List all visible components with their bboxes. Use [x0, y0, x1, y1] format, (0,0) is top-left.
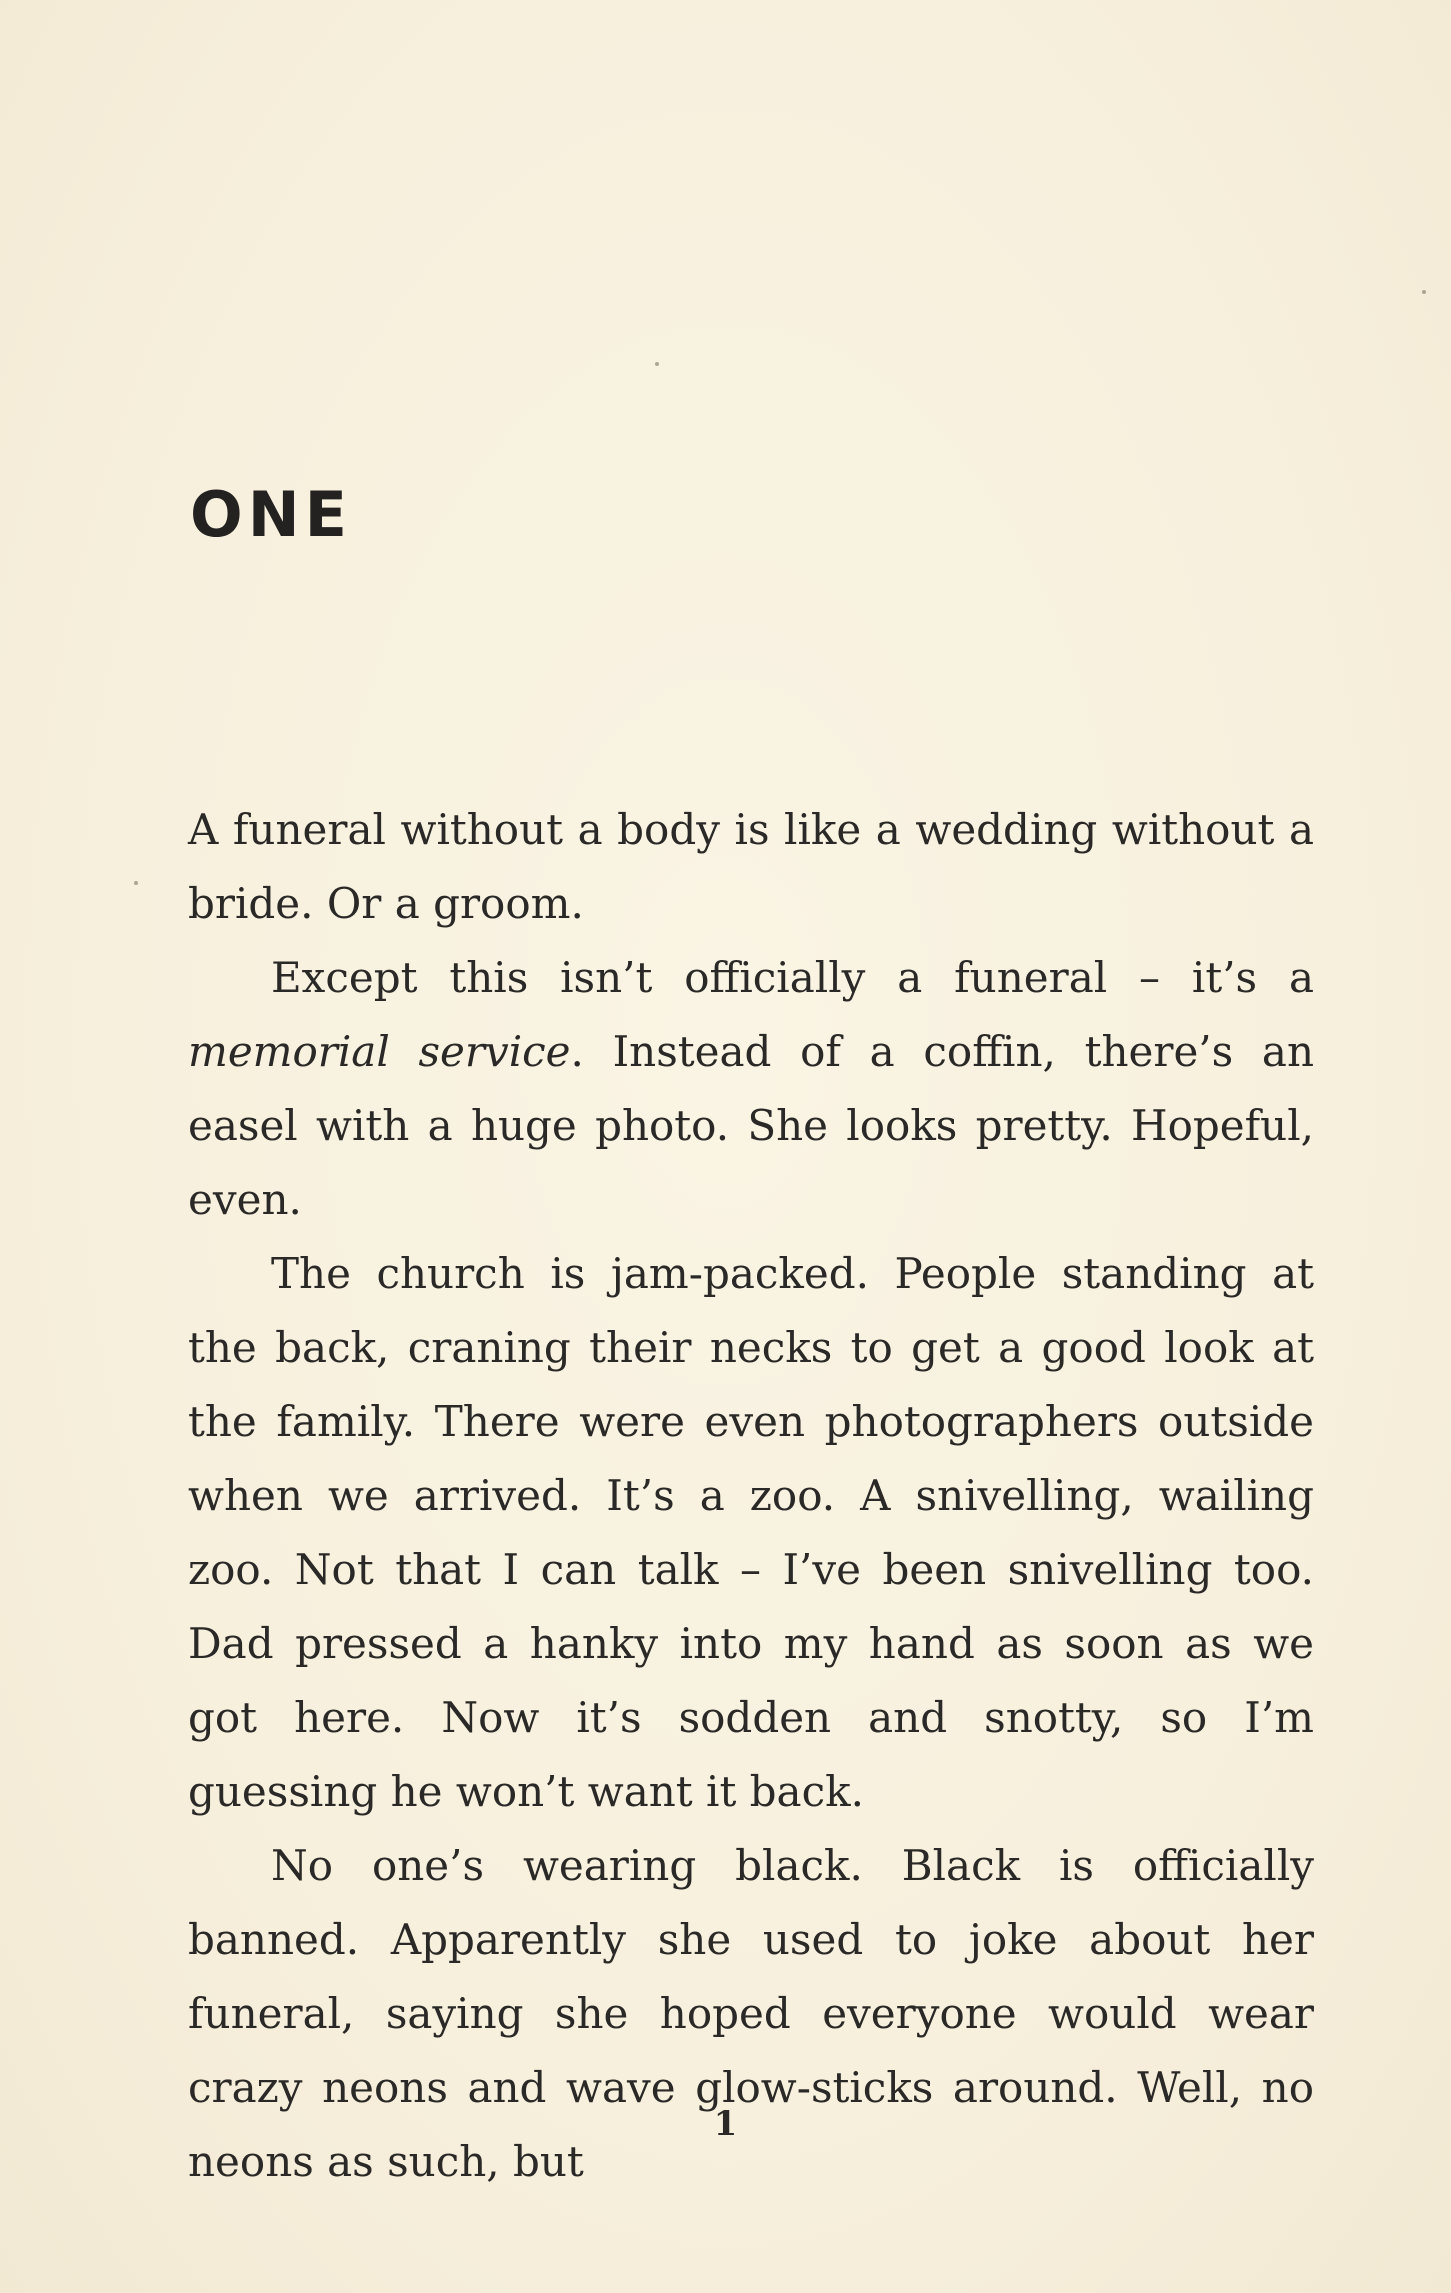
- paper-speck: [1422, 290, 1426, 294]
- page-number: 1: [713, 2104, 738, 2144]
- paper-speck: [134, 881, 138, 885]
- paragraph: [188, 941, 1314, 1237]
- chapter-body-text: [188, 793, 1314, 2199]
- text-segment: . Instead of a coffin, there’s an easel with a huge photo. She looks pretty. Hopeful, even.: [188, 1027, 1315, 1224]
- text-segment: No one’s wearing black. Black is officially banned. Apparently she used to joke about her funeral, saying she hoped everyone would wear crazy neons and wave glow-sticks around. Well, no neons as such, but: [188, 1841, 1314, 2186]
- text-segment: A funeral without a body is like a wedding without a bride. Or a groom.: [188, 805, 1314, 928]
- paragraph: [188, 1237, 1314, 1829]
- paper-speck: [655, 362, 659, 366]
- paragraph: [188, 793, 1314, 941]
- chapter-heading: ONE: [190, 478, 352, 551]
- italic-phrase: memorial service: [188, 1027, 571, 1076]
- text-segment: The church is jam-packed. People standing at the back, craning their necks to get a good look at the family. There were even photographers outside when we arrived. It’s a zoo. A snivelling, wailing zoo. Not that I can talk – I’ve been snivelling too. Dad pressed a hanky into my hand as soon as we got here. Now it’s sodden and snotty, so I’m guessing he won’t want it back.: [188, 1249, 1314, 1816]
- text-segment: Except this isn’t officially a funeral – it’s a: [271, 953, 1314, 1002]
